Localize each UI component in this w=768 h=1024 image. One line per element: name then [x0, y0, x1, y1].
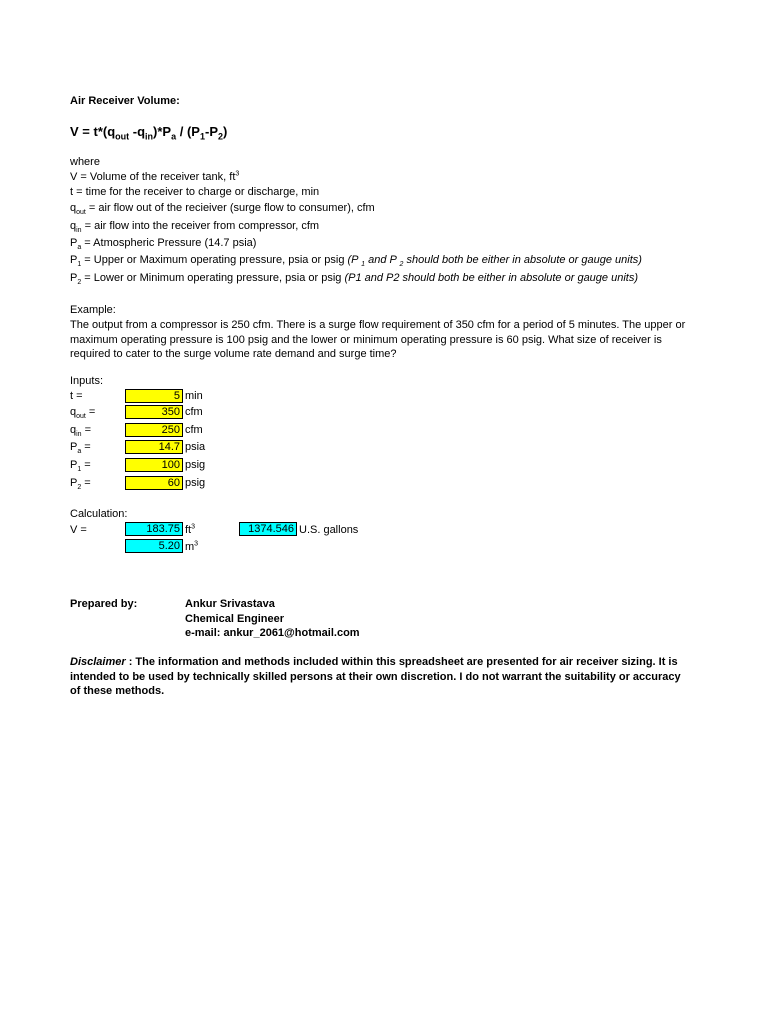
input-label-qin: $q_{in}$ = — [70, 424, 92, 439]
definition-p2: $P_2$ = Lower or Minimum operating pressure, psia or psig (P1 and P2 should both be either in absolute or gauge units) — [70, 272, 638, 287]
volume-formula: $V = t*(q_{out}$ $-q_{in})*P_a / (P_1-P_2)$ — [70, 124, 228, 142]
calculation-heading: Calculation: — [70, 508, 128, 520]
input-unit-p1: psig — [185, 459, 206, 471]
input-cell-p2[interactable]: 60 — [125, 476, 183, 490]
disclaimer-text: : The information and methods included within this spreadsheet are presented for air receiver sizing. It is intended to be used by technically skilled persons at their own discretion. I do not warrant the suitability or accuracy of these methods. — [70, 656, 681, 697]
input-label-p2: $P_2$ = — [70, 477, 91, 492]
result-cell-m3[interactable]: 5.20 — [125, 539, 183, 553]
input-cell-qin[interactable]: 250 — [125, 423, 183, 437]
definition-pa: $P_a$ = Atmospheric Pressure (14.7 psia) — [70, 237, 257, 252]
calc-label-v: V = — [70, 524, 87, 536]
disclaimer — [70, 655, 690, 699]
page-title: Air Receiver Volume: — [70, 95, 180, 107]
input-label-qout: $q_{out}$ = — [70, 406, 96, 421]
definition-qout: $q_{out}$ = air flow out of the recieiver (surge flow to consumer), cfm — [70, 202, 375, 217]
input-cell-p1[interactable]: 100 — [125, 458, 183, 472]
input-unit-p2: psig — [185, 477, 206, 489]
input-cell-t[interactable]: 5 — [125, 389, 183, 403]
prepared-by-label: Prepared by: — [70, 598, 138, 610]
input-cell-qout[interactable]: 350 — [125, 405, 183, 419]
example-heading: Example: — [70, 304, 116, 316]
definition-qin: $q_{in}$ = air flow into the receiver from compressor, cfm — [70, 220, 320, 235]
input-label-pa: $P_a$ = — [70, 441, 91, 456]
input-unit-pa: psia — [185, 441, 206, 453]
result-cell-ft3[interactable]: 183.75 — [125, 522, 183, 536]
input-cell-pa[interactable]: 14.7 — [125, 440, 183, 454]
definition-t: t = time for the receiver to charge or discharge, min — [70, 186, 320, 198]
input-unit-qout: cfm — [185, 406, 203, 418]
definition-p1: $P_1$ = Upper or Maximum operating pressure, psia or psig (P $_1$ and P $_2$ should both be either in absolute or gauge units) — [70, 254, 642, 269]
where-heading: where — [70, 156, 100, 168]
author-role: Chemical Engineer — [185, 613, 285, 625]
definition-v: V = Volume of the receiver tank, $ft^3$ — [70, 170, 240, 183]
inputs-heading: Inputs: — [70, 375, 104, 387]
input-label-t: t = — [70, 390, 83, 402]
input-unit-qin: cfm — [185, 424, 203, 436]
result-cell-gallons[interactable]: 1374.546 — [239, 522, 297, 536]
author-name: Ankur Srivastava — [185, 598, 275, 610]
input-label-p1: $P_1$ = — [70, 459, 91, 474]
result-unit-ft3: $ft^3$ — [185, 523, 196, 536]
input-unit-t: min — [185, 390, 203, 402]
author-email: e-mail: ankur_2061@hotmail.com — [185, 627, 360, 639]
result-unit-gallons: U.S. gallons — [299, 524, 359, 536]
result-unit-m3: $m^3$ — [185, 540, 199, 553]
example-text: The output from a compressor is 250 cfm. There is a surge flow requirement of 350 cfm for a period of 5 minutes. The upper or maximum operating pressure is 100 psig and the lower or minimum operating pressure is 60 psig. What size of receiver is required to cater to the surge volume rate demand and surge time? — [70, 319, 686, 360]
disclaimer-label: Disclaimer — [70, 656, 126, 668]
